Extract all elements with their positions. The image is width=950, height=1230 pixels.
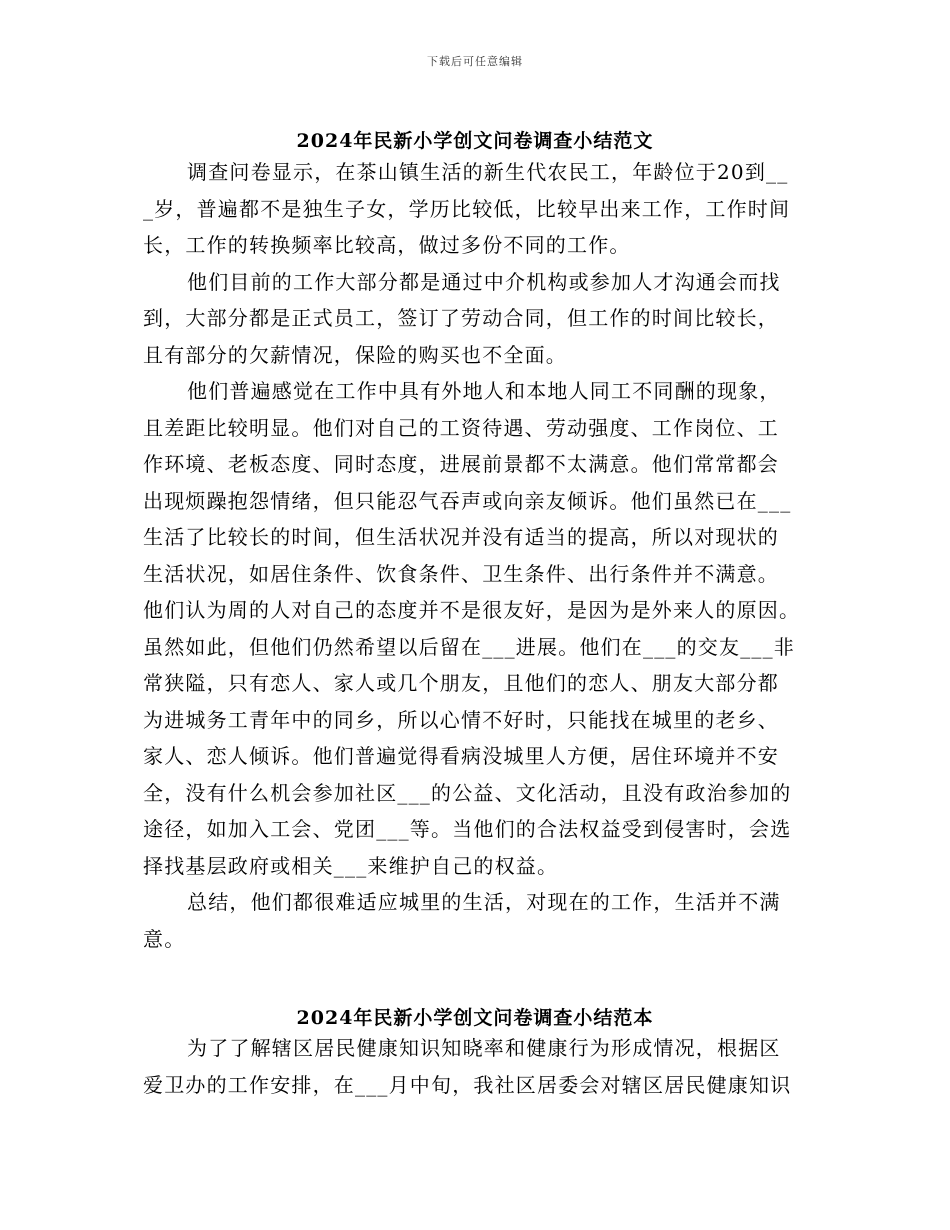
- text-line: 虽然如此，但他们仍然希望以后留在___进展。他们在___的交友___非: [143, 634, 795, 659]
- text-line: 他们目前的工作大部分都是通过中介机构或参加人才沟通会而找: [187, 269, 781, 294]
- text-line: 途径，如加入工会、党团___等。当他们的合法权益受到侵害时，会选: [143, 817, 792, 841]
- text-line: 全，没有什么机会参加社区___的公益、文化活动，且没有政治参加的: [143, 780, 792, 805]
- text-line: 且有部分的欠薪情况，保险的购买也不全面。: [143, 342, 567, 367]
- text-line: 生活状况，如居住条件、饮食条件、卫生条件、出行条件并不满意。: [143, 561, 779, 586]
- body-text-section-2: [143, 1030, 809, 1103]
- text-line: 他们普遍感觉在工作中具有外地人和本地人同工不同酬的现象，: [187, 379, 781, 403]
- text-line: 家人、恋人倾诉。他们普遍觉得看病没城里人方便，居住环境并不安: [143, 744, 779, 768]
- text-line: 长，工作的转换频率比较高，做过多份不同的工作。: [143, 233, 631, 257]
- text-line: 调查问卷显示，在茶山镇生活的新生代农民工，年龄位于20到__: [187, 160, 789, 184]
- text-line: 出现烦躁抱怨情绪，但只能忍气吞声或向亲友倾诉。他们虽然已在___: [143, 488, 792, 513]
- text-line: _岁，普遍都不是独生子女，学历比较低，比较早出来工作，工作时间: [143, 196, 791, 221]
- text-line: 爱卫办的工作安排，在___月中旬，我社区居委会对辖区居民健康知识: [143, 1072, 792, 1097]
- text-line: 到，大部分都是正式员工，签订了劳动合同，但工作的时间比较长，: [143, 306, 779, 330]
- text-line: 他们认为周的人对自己的态度并不是很友好，是因为是外来人的原因。: [143, 598, 801, 622]
- text-line: 生活了比较长的时间，但生活状况并没有适当的提高，所以对现状的: [143, 525, 779, 549]
- text-line: 意。: [143, 926, 186, 951]
- header-note: 下载后可任意编辑: [427, 55, 523, 68]
- text-line: 总结，他们都很难适应城里的生活，对现在的工作，生活并不满: [187, 890, 781, 914]
- text-line: 择找基层政府或相关___来维护自己的权益。: [143, 853, 559, 878]
- text-line: 作环境、老板态度、同时态度，进展前景都不太满意。他们常常都会: [143, 452, 779, 476]
- text-line: 且差距比较明显。他们对自己的工资待遇、劳动强度、工作岗位、工: [143, 415, 779, 440]
- text-line: 为进城务工青年中的同乡，所以心情不好时，只能找在城里的老乡、: [143, 707, 779, 732]
- text-line: 常狭隘，只有恋人、家人或几个朋友，且他们的恋人、朋友大部分都: [143, 671, 779, 695]
- text-line: 为了了解辖区居民健康知识知晓率和健康行为形成情况，根据区: [187, 1036, 781, 1060]
- body-text-section-1: [143, 154, 809, 957]
- document-title: 2024年民新小学创文问卷调查小结范文: [296, 130, 654, 152]
- document-subtitle: 2024年民新小学创文问卷调查小结范本: [296, 1007, 654, 1029]
